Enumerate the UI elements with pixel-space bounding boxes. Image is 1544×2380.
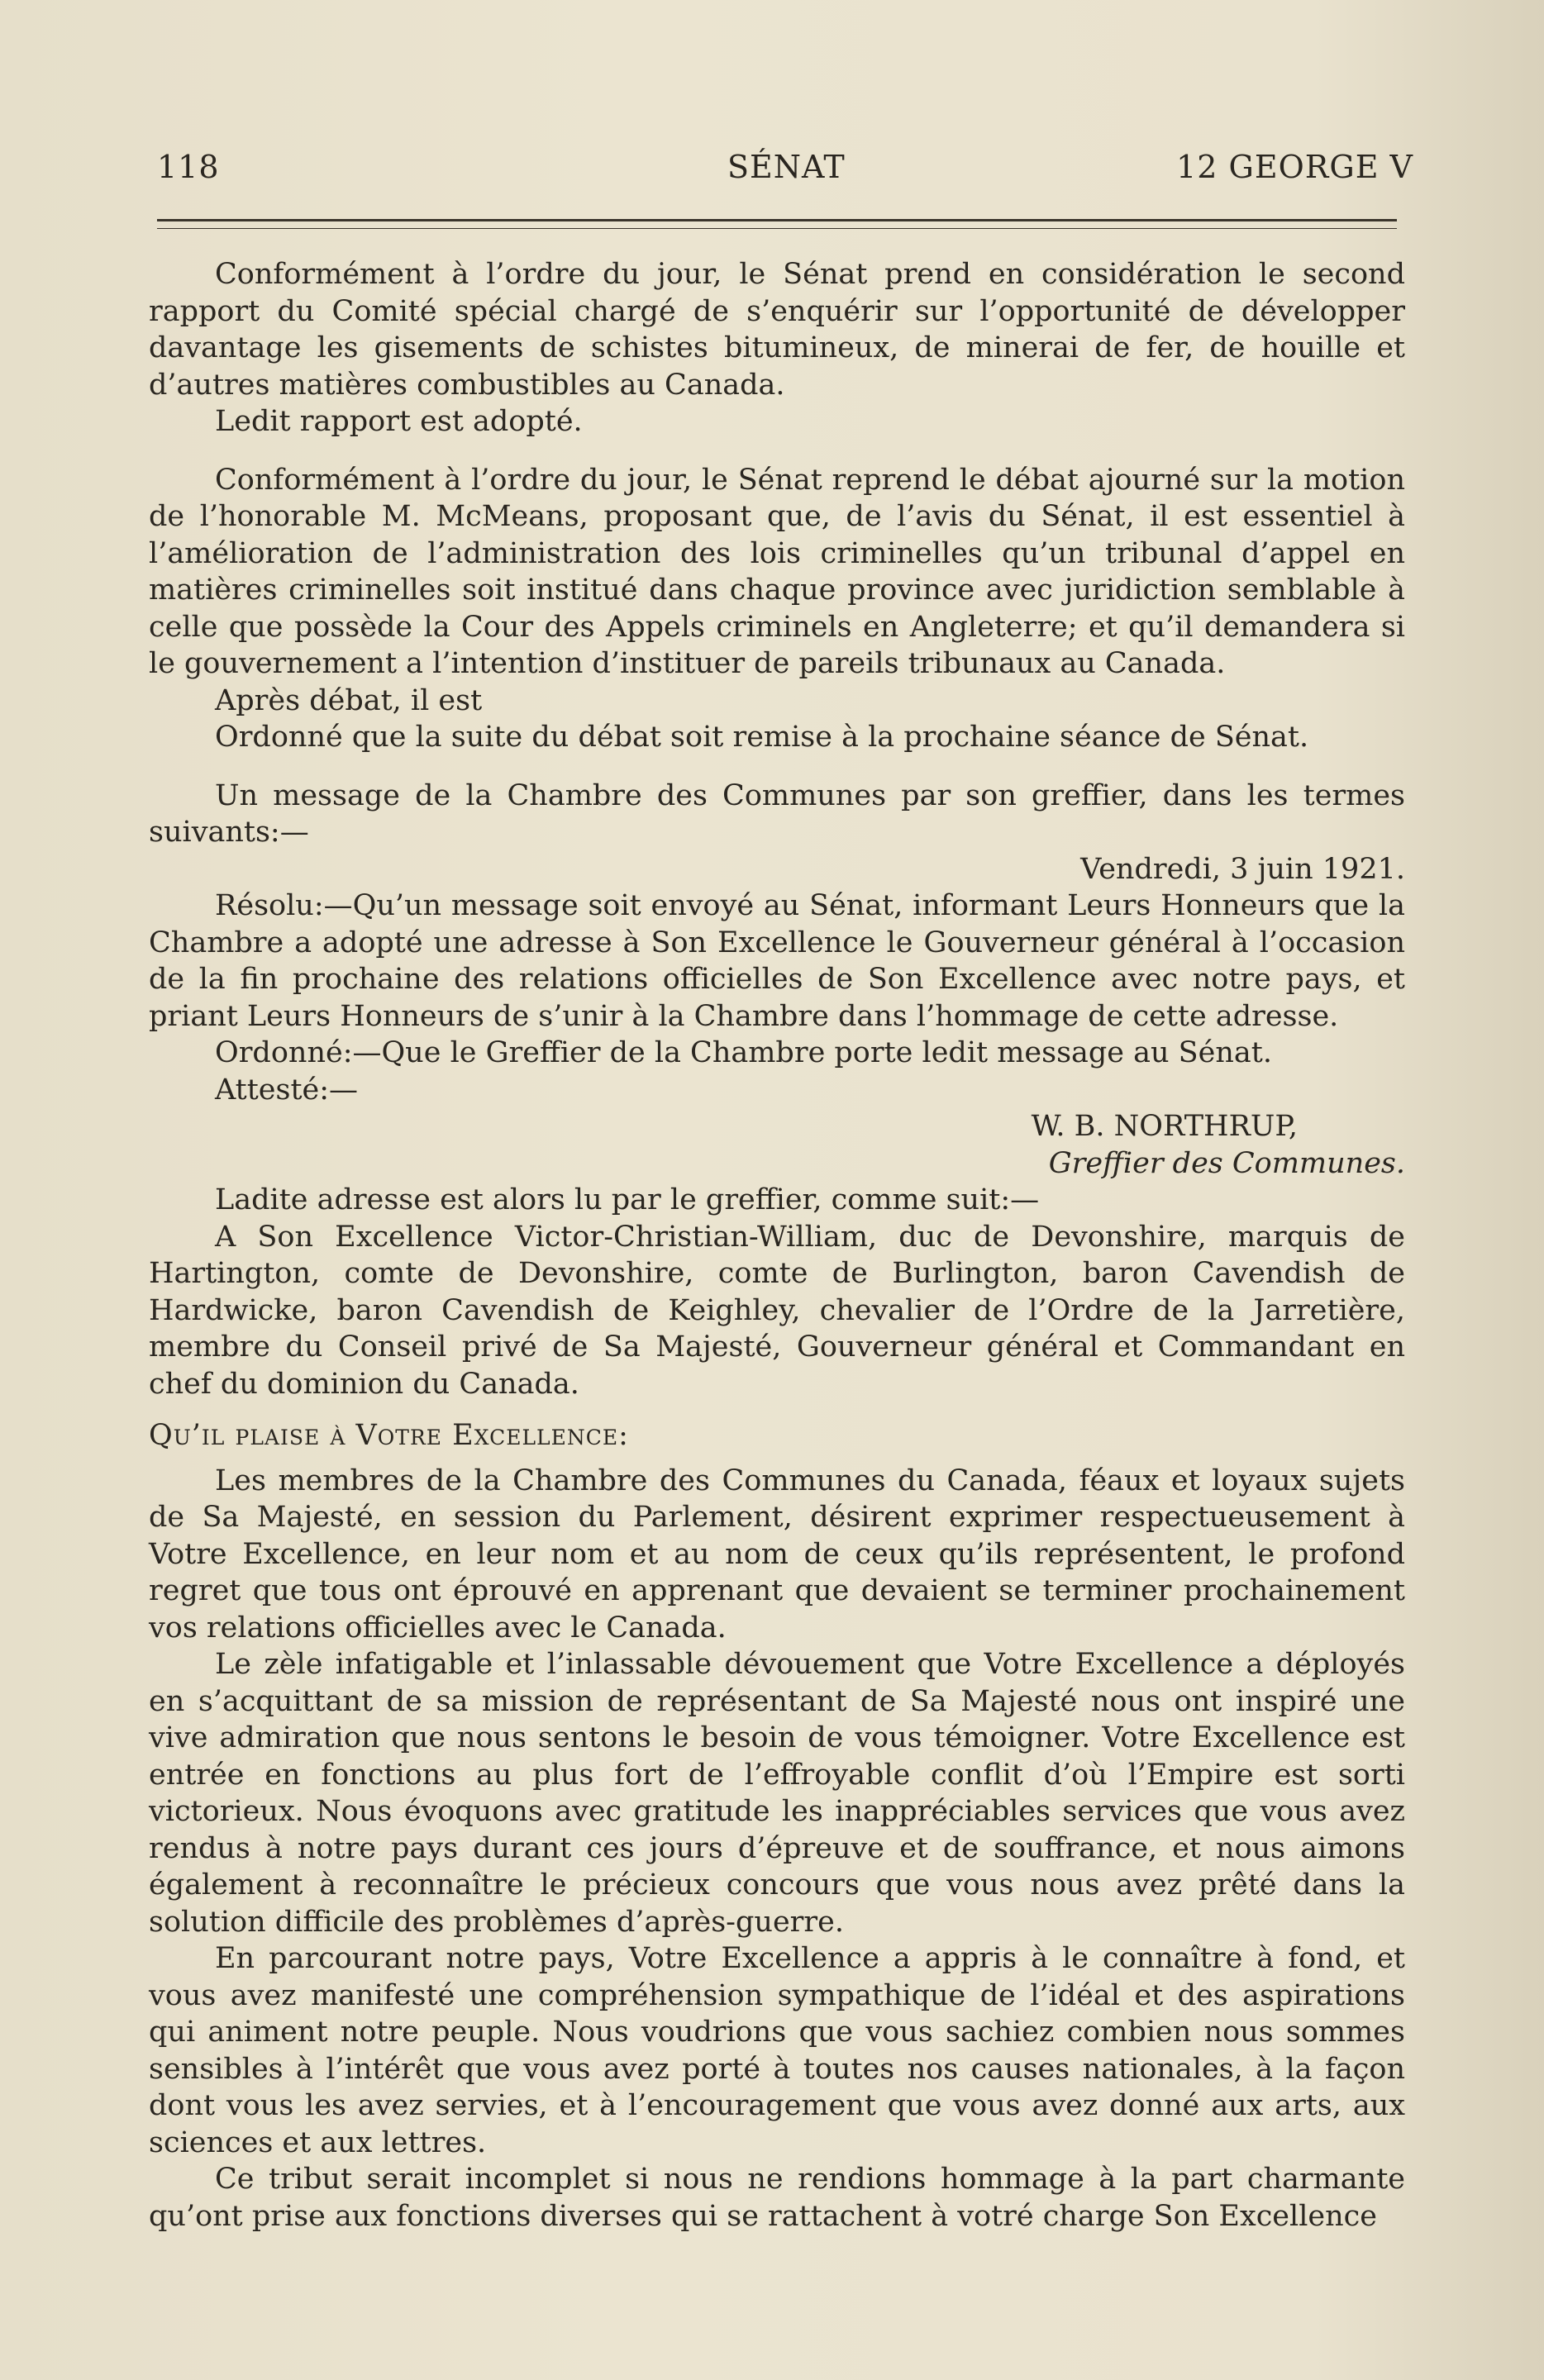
header-rule-thick (157, 219, 1397, 221)
signature-title: Greffier des Communes. (1048, 1146, 1405, 1180)
paragraph: Résolu:—Qu’un message soit envoyé au Sénat, informant Leurs Honneurs que la Chambre a adopté une adresse à Son Excellence le Gouverneur général à l’occasion de la fin prochaine des relations officielles de Son Excellence avec notre pays, et priant Leurs Honneurs de s’unir à la Chambre dans l’hommage de cette adresse. (149, 889, 1405, 1033)
paragraph: Attesté:— (215, 1073, 359, 1107)
signature-name: W. B. NORTHRUP, (1031, 1110, 1298, 1143)
paragraph: Après débat, il est (215, 683, 483, 717)
paragraph: En parcourant notre pays, Votre Excellence a appris à le connaître à fond, et vous avez manifesté une compréhension sympathique de l’idéal et des aspirations qui animent notre peuple. Nous voudrions que vous sachiez combien nous sommes sensibles à l’intérêt que vous avez porté à toutes nos causes nationales, à la façon dont vous les avez servies, et à l’encouragement que vous avez donné aux arts, aux sciences et aux lettres. (149, 1942, 1405, 2159)
paragraph: Ordonné:—Que le Greffier de la Chambre porte ledit message au Sénat. (215, 1036, 1272, 1069)
paragraph: Ce tribut serait incomplet si nous ne rendions hommage à la part charmante qu’ont prise aux fonctions diverses qui se rattachent à votré charge Son Excellence (149, 2163, 1405, 2233)
message-date: Vendredi, 3 juin 1921. (1080, 852, 1405, 886)
paragraph: Le zèle infatigable et l’inlassable dévouement que Votre Excellence a déployés en s’acquittant de sa mission de représentant de Sa Majesté nous ont inspiré une vive admiration que nous sentons le besoin de vous témoigner. Votre Excellence est entrée en fonctions au plus fort de l’effroyable conflit d’où l’Empire est sorti victorieux. Nous évoquons avec gratitude les inappréciables services que vous avez rendus à notre pays durant ces jours d’épreuve et de souffrance, et nous aimons également à reconnaître le précieux concours que vous nous avez prêté dans la solution difficile des problèmes d’après-guerre. (149, 1648, 1405, 1939)
paragraph: Conformément à l’ordre du jour, le Sénat reprend le débat ajourné sur la motion de l’honorable M. McMeans, proposant que, de l’avis du Sénat, il est essentiel à l’amélioration de l’administration des lois criminelles qu’un tribunal d’appel en matières criminelles soit institué dans chaque province avec juridiction semblable à celle que possède la Cour des Appels criminels en Angleterre; et qu’il demandera si le gouvernement a l’intention d’instituer de pareils tribunaux au Canada. (149, 463, 1405, 680)
paragraph: A Son Excellence Victor-Christian-William, duc de Devonshire, marquis de Hartington, comte de Devonshire, comte de Burlington, baron Cavendish de Hardwicke, baron Cavendish de Keighley, chevalier de l’Ordre de la Jarretière, membre du Conseil privé de Sa Majesté, Gouverneur général et Commandant en chef du dominion du Canada. (149, 1220, 1405, 1401)
page-number: 118 (157, 149, 220, 185)
paragraph: Un message de la Chambre des Communes par son greffier, dans les termes suivants:— (149, 778, 1405, 849)
header-reign: 12 GEORGE V (1176, 149, 1413, 185)
paragraph: Ordonné que la suite du débat soit remise à la prochaine séance de Sénat. (215, 721, 1309, 754)
paragraph: Les membres de la Chambre des Communes du Canada, féaux et loyaux sujets de Sa Majesté, en session du Parlement, désirent exprimer respectueusement à Votre Excellence, en leur nom et au nom de ceux qu’ils représentent, le profond regret que tous ont éprouvé en apprenant que devaient se terminer prochainement vos relations officielles avec le Canada. (149, 1464, 1405, 1645)
header-rule-thin (157, 228, 1397, 229)
header-title: SÉNAT (727, 149, 846, 185)
running-header (157, 149, 1413, 198)
document-body (149, 256, 1405, 2235)
paragraph: Ladite adresse est alors lu par le greffier, comme suit:— (215, 1183, 1040, 1216)
paragraph: Ledit rapport est adopté. (215, 405, 583, 438)
paragraph: Conformément à l’ordre du jour, le Sénat prend en considération le second rapport du Comité spécial chargé de s’enquérir sur l’opportunité de développer davantage les gisements de schistes bitumineux, de minerai de fer, de houille et d’autres matières combustibles au Canada. (149, 258, 1405, 402)
salutation: Qu’il plaise à Votre Excellence: (149, 1419, 629, 1452)
